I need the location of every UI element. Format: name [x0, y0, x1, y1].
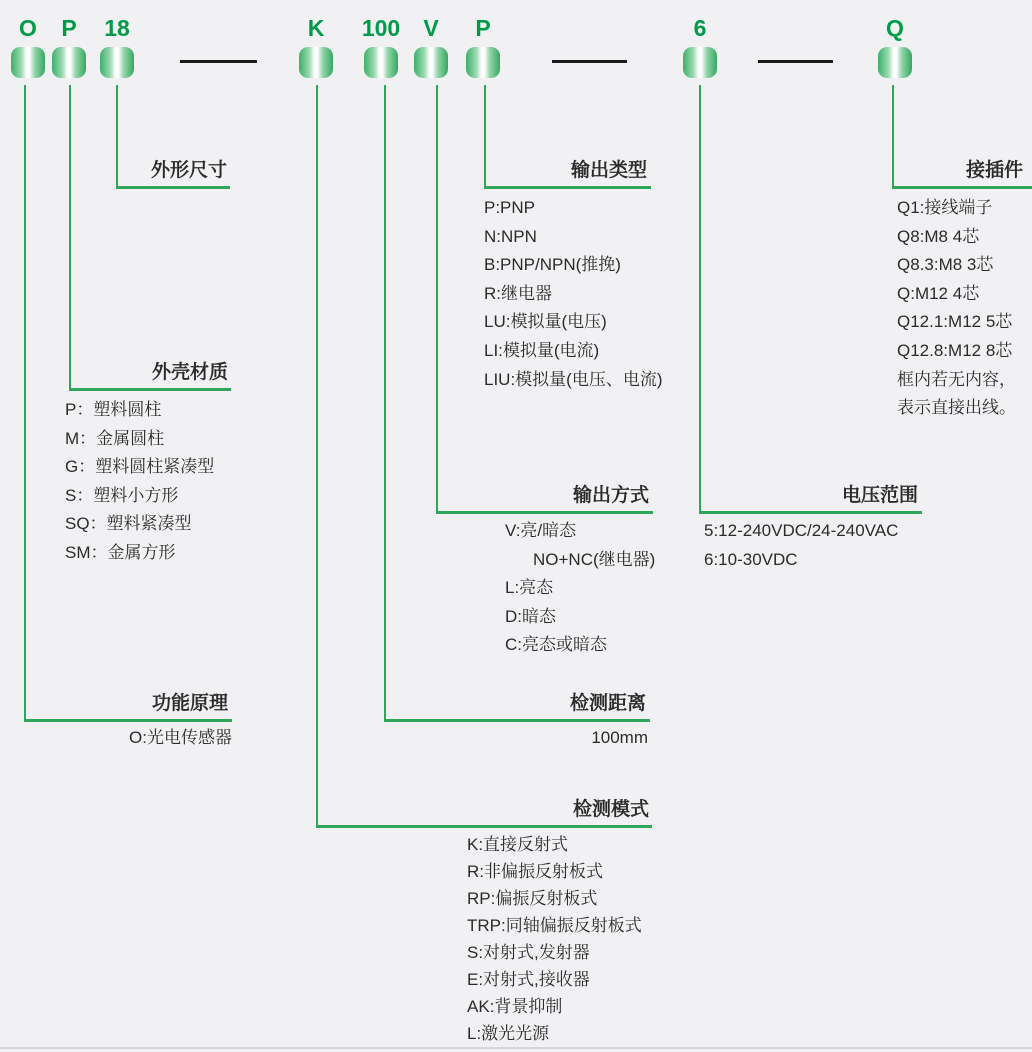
underline-principle: [24, 719, 232, 722]
capsule-icon-P: [52, 47, 86, 78]
capsule-icon-V: [414, 47, 448, 78]
list-item: TRP:同轴偏振反射板式: [467, 916, 642, 935]
section-title-connector: 接插件: [965, 160, 1023, 181]
list-item: SQ：塑料紧凑型: [65, 514, 192, 534]
capsule-icon-100: [364, 47, 398, 78]
section-title-dimension: 外形尺寸: [150, 160, 227, 181]
section-title-voltage: 电压范围: [841, 485, 918, 506]
list-item: E:对射式,接收器: [467, 970, 590, 989]
page-bottom-rule: [0, 1047, 1032, 1049]
list-item: LU:模拟量(电压): [484, 312, 607, 332]
list-item: S：塑料小方形: [65, 485, 179, 505]
section-title-mode: 检测模式: [572, 799, 649, 820]
list-item: R:非偏振反射板式: [467, 862, 603, 881]
mode-list: [467, 831, 642, 1047]
list-item: 6:10-30VDC: [704, 549, 798, 569]
distance-value: 100mm: [591, 728, 648, 747]
capsule-icon-K: [299, 47, 333, 78]
code-letter-100: 100: [361, 15, 401, 41]
list-item: P：塑料圆柱: [65, 400, 162, 419]
underline-mode: [316, 825, 652, 828]
list-item: Q12.1:M12 5芯: [897, 312, 1013, 332]
underline-output-mode: [436, 511, 653, 514]
underline-distance: [384, 719, 650, 722]
list-item: 框内若无内容，: [897, 369, 1016, 389]
capsule-icon-6: [683, 47, 717, 78]
list-item: LIU:模拟量(电压、电流): [484, 369, 663, 389]
code-letter-P: P: [61, 15, 77, 41]
code-letter-18: 18: [104, 15, 130, 41]
list-item: K:直接反射式: [467, 835, 569, 854]
separator-dash-1: [180, 60, 257, 63]
list-item: V:亮/暗态: [505, 521, 577, 540]
list-item: LI:模拟量(电流): [484, 340, 600, 360]
connector-vline-P: [69, 85, 71, 391]
connector-vline-K: [316, 85, 318, 828]
section-title-principle: 功能原理: [151, 693, 228, 714]
underline-housing: [69, 388, 231, 391]
list-item: R:继电器: [484, 283, 552, 303]
output-type-list: [484, 194, 663, 394]
separator-dash-2: [552, 60, 627, 63]
capsule-icon-O: [11, 47, 45, 78]
list-item: G：塑料圆柱紧凑型: [65, 457, 215, 477]
list-item: 表示直接出线。: [897, 398, 1016, 418]
underline-output-type: [484, 186, 651, 189]
list-item: 5:12-240VDC/24-240VAC: [704, 521, 899, 540]
section-title-output-type: 输出类型: [570, 160, 647, 181]
list-item: Q:M12 4芯: [897, 283, 980, 303]
list-item: RP:偏振反射板式: [467, 889, 598, 908]
connector-vline-V: [436, 85, 438, 514]
list-item: SM：金属方形: [65, 542, 176, 562]
housing-list: [65, 396, 214, 568]
section-title-housing: 外壳材质: [151, 362, 228, 383]
capsule-icon-18: [100, 47, 134, 78]
list-item: L:激光光源: [467, 1024, 550, 1043]
capsule-icon-Q: [878, 47, 912, 78]
code-letter-K: K: [307, 15, 325, 41]
list-item: P:PNP: [484, 198, 536, 217]
code-letter-6: 6: [693, 15, 707, 41]
list-item: N:NPN: [484, 226, 537, 246]
list-item: L:亮态: [505, 578, 554, 598]
connector-vline-O: [24, 85, 26, 722]
output-mode-list: [505, 517, 655, 660]
list-item: D:暗态: [505, 606, 556, 626]
code-letter-V: V: [423, 15, 439, 41]
connector-list: [897, 194, 1016, 423]
list-item: M：金属圆柱: [65, 428, 165, 448]
code-letter-O: O: [19, 15, 37, 41]
underline-dimension: [116, 186, 230, 189]
underline-voltage: [699, 511, 922, 514]
list-item: NO+NC(继电器): [533, 549, 656, 569]
list-item: Q1:接线端子: [897, 198, 993, 217]
list-item: B:PNP/NPN(推挽): [484, 255, 621, 275]
section-title-output-mode: 输出方式: [572, 485, 649, 506]
list-item: Q12.8:M12 8芯: [897, 340, 1013, 360]
section-title-distance: 检测距离: [569, 693, 646, 714]
separator-dash-3: [758, 60, 833, 63]
list-item: S:对射式,发射器: [467, 943, 590, 962]
voltage-list: [704, 517, 898, 574]
list-item: Q8:M8 4芯: [897, 226, 980, 246]
connector-vline-100: [384, 85, 386, 722]
list-item: AK:背景抑制: [467, 997, 563, 1016]
connector-vline-6: [699, 85, 701, 514]
code-letter-P2: P: [475, 15, 491, 41]
list-item: Q8.3:M8 3芯: [897, 255, 994, 275]
list-item: C:亮态或暗态: [505, 635, 607, 655]
underline-connector: [892, 186, 1032, 189]
code-letter-Q: Q: [886, 15, 904, 41]
principle-value: O:光电传感器: [129, 728, 232, 747]
capsule-icon-P2: [466, 47, 500, 78]
